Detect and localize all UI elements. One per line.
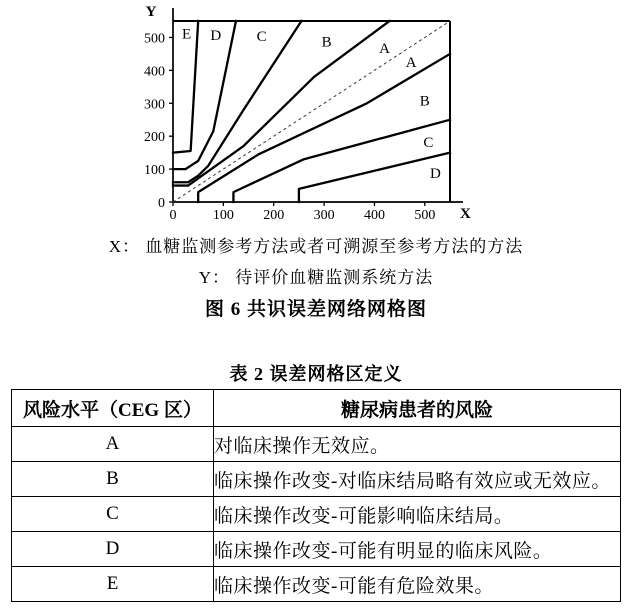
y-tick-label: 300 <box>144 97 165 113</box>
x-tick-label: 400 <box>363 208 385 223</box>
table-row <box>12 427 621 462</box>
y-axis-definition: Y： 待评价血糖监测系统方法 <box>198 268 434 287</box>
zone-label-0-E: E <box>182 26 192 43</box>
header-risk-level: 风险水平（CEG 区） <box>12 390 214 427</box>
error-grid-plot <box>0 0 632 230</box>
y-axis-title: Y <box>145 4 157 20</box>
risk-cell-a: 对临床操作无效应。 <box>214 427 621 462</box>
x-axis-definition: X： 血糖监测参考方法或者可溯源至参考方法的方法 <box>108 237 524 256</box>
zone-label-5-A: A <box>405 55 417 72</box>
zone-label-3-B: B <box>321 34 332 51</box>
x-tick-label: 200 <box>263 208 285 223</box>
figure-caption: 图 6 共识误差网络网格图 <box>204 299 427 320</box>
level-cell-e: E <box>12 567 214 602</box>
y-tick-label: 500 <box>144 31 165 47</box>
identity-line <box>173 21 450 202</box>
table-row <box>12 532 621 567</box>
x-axis-title: X <box>460 206 471 222</box>
lower-boundary-A-B <box>198 54 450 202</box>
zone-label-7-C: C <box>423 135 434 152</box>
zone-label-1-D: D <box>210 27 222 44</box>
table-row <box>12 497 621 532</box>
risk-definition-table <box>11 389 621 602</box>
y-tick-label: 0 <box>158 196 165 211</box>
upper-boundary-B-C <box>173 21 301 182</box>
zone-label-8-D: D <box>429 166 441 183</box>
level-cell-a: A <box>12 427 214 462</box>
consensus-error-grid-figure <box>0 0 632 230</box>
level-cell-c: C <box>12 497 214 532</box>
upper-boundary-A-B <box>173 21 390 186</box>
zone-label-4-A: A <box>379 40 390 57</box>
risk-cell-c: 临床操作改变-可能影响临床结局。 <box>214 497 621 532</box>
zone-label-6-B: B <box>419 93 430 110</box>
level-cell-d: D <box>12 532 214 567</box>
table-title: 表 2 误差网格区定义 <box>229 364 403 384</box>
zone-label-2-C: C <box>256 28 267 45</box>
x-tick-label: 500 <box>414 208 436 223</box>
table-row <box>12 567 621 602</box>
risk-cell-d: 临床操作改变-可能有明显的临床风险。 <box>214 532 621 567</box>
table-header-row <box>12 390 621 427</box>
table-row <box>12 462 621 497</box>
lower-boundary-C-D <box>299 153 450 202</box>
x-tick-label: 0 <box>169 208 177 223</box>
header-patient-risk: 糖尿病患者的风险 <box>214 390 621 427</box>
y-tick-label: 200 <box>144 130 165 146</box>
level-cell-b: B <box>12 462 214 497</box>
upper-boundary-C-D <box>173 21 236 169</box>
x-tick-label: 300 <box>313 208 335 223</box>
risk-cell-e: 临床操作改变-可能有危险效果。 <box>214 567 621 602</box>
y-tick-label: 100 <box>144 163 165 179</box>
risk-cell-b: 临床操作改变-对临床结局略有效应或无效应。 <box>214 462 621 497</box>
x-tick-label: 100 <box>212 208 234 223</box>
y-tick-label: 400 <box>144 64 165 80</box>
